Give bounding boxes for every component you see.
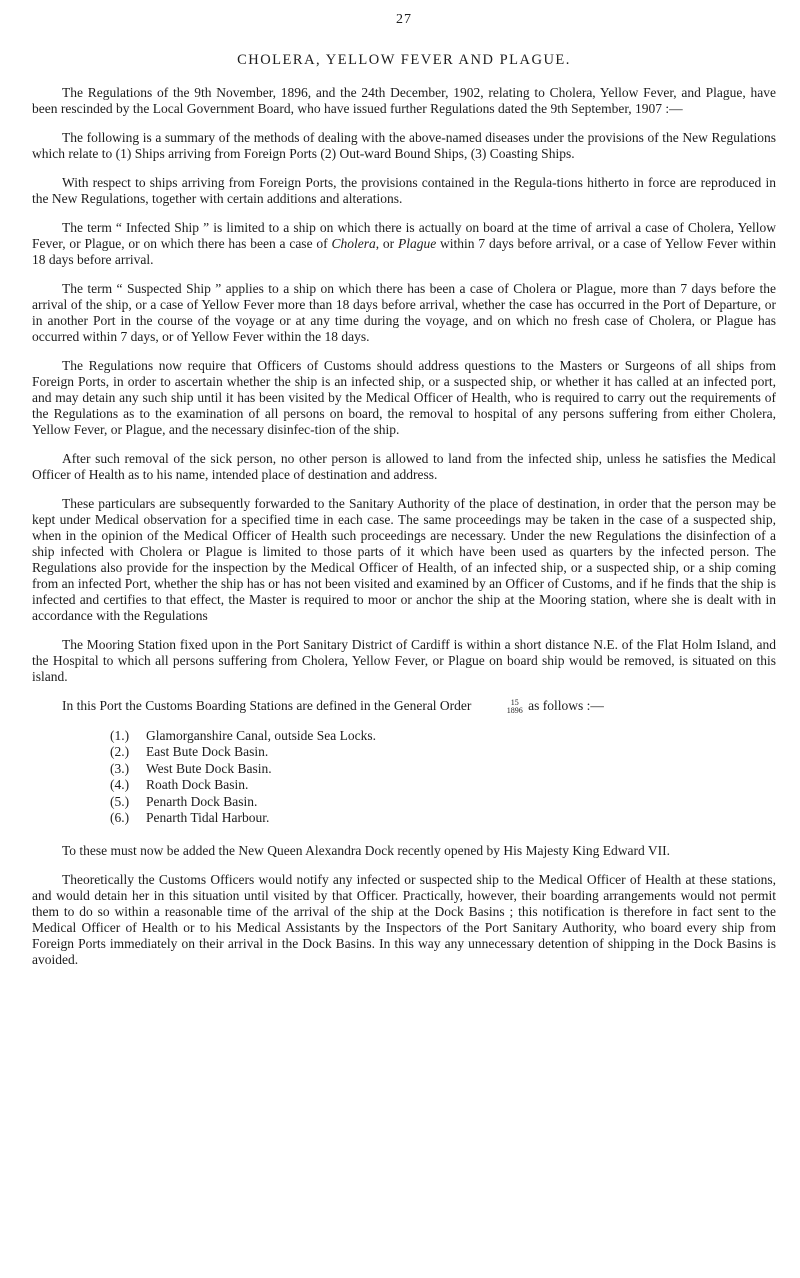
paragraph-foreign-ports: With respect to ships arriving from Foreign Ports, the provisions contained in the Regula-tions hitherto in force are reproduced in the New Regulations, together with certain additions and alterations.: [32, 175, 776, 206]
fraction-denominator: 1896: [506, 705, 523, 715]
list-item-label: West Bute Dock Basin.: [146, 760, 272, 776]
list-item: [110, 794, 776, 811]
list-item-label: Penarth Tidal Harbour.: [146, 810, 270, 826]
paragraph-infected-ship-definition: [32, 220, 776, 268]
paragraph-suspected-ship-definition: The term “ Suspected Ship ” applies to a ship on which there has been a case of Cholera or Plague, more than 7 days before the arrival of the ship, or a case of Yellow Fever more than 18 days before arrival, whether the case has occurred in the Port of Departure, or in another Port in the course of the voyage or at any time during the voyage, and on which no fresh case of Cholera, or Plague has occurred within 7 days, or of Yellow Fever within the 18 days.: [32, 281, 776, 344]
boarding-stations-list: [32, 728, 776, 827]
text-segment: as follows :—: [528, 698, 604, 713]
list-item-number: (4.): [110, 777, 130, 793]
list-item-number: (2.): [110, 744, 130, 760]
list-item: [110, 761, 776, 778]
list-item: [110, 744, 776, 761]
paragraph-particulars-forwarded: These particulars are subsequently forwarded to the Sanitary Authority of the place of destination, in order that the person may be kept under Medical observation for a specified time in each case. The same proceedings may be taken in the case of a suspected ship, when in the opinion of the Medical Officer of Health such proceedings are necessary. Under the new Regulations the disinfection of a ship infected with Cholera or Plague is limited to those parts of it which have been used as quarters by the infected person. The Regulations also provide for the inspection by the Medical Officer of Health, of an infected ship, or a suspected ship, or a ship coming from an infected Port, whether the ship has or has not been visited and examined by an Officer of Customs, and if he finds that the ship is infected and certifies to that effect, the Master is required to moor or anchor the ship at the Mooring station, where she is dealt with in accordance with the Regulations: [32, 496, 776, 623]
document-page: [32, 12, 776, 981]
text-segment: within 7 days before arrival, or a case of Yellow Fever within 18 days before arrival.: [32, 236, 776, 267]
list-item-number: (3.): [110, 760, 130, 776]
paragraph-removal-sick-person: After such removal of the sick person, no other person is allowed to land from the infected ship, unless he satisfies the Medical Officer of Health as to his name, intended place of destination and address.: [32, 451, 776, 482]
paragraph-customs-officers: The Regulations now require that Officers of Customs should address questions to the Masters or Surgeons of all ships from Foreign Ports, in order to ascertain whether the ship is an infected ship, or a suspected ship, or whether it has called at an infected port, and may detain any such ship until it has been visited by the Medical Officer of Health, who is required to carry out the requirements of the Regulations as to the examination of all persons on board, the removal to hospital of any persons suffering from either Cholera, Yellow Fever, or Plague, and the necessary disinfec-tion of the ship.: [32, 358, 776, 437]
italic-term-cholera: Cholera: [331, 236, 376, 251]
page-title: CHOLERA, YELLOW FEVER AND PLAGUE.: [237, 52, 571, 68]
text-segment: The term “ Infected Ship ” is limited to a ship on which there is actually on board at the time of arrival a case of Cholera, Yellow Fever, or Plague, or on which there has been a case of: [32, 220, 776, 251]
list-item: [110, 777, 776, 794]
list-item-label: Glamorganshire Canal, outside Sea Locks.: [146, 727, 376, 743]
list-item-number: (5.): [110, 793, 130, 809]
list-item-label: Roath Dock Basin.: [146, 777, 249, 793]
page-number: 27: [396, 12, 412, 27]
list-item: [110, 728, 776, 745]
list-item-number: (1.): [110, 727, 130, 743]
paragraph-queen-alexandra-dock: To these must now be added the New Queen Alexandra Dock recently opened by His Majesty King Edward VII.: [62, 842, 671, 858]
general-order-fraction: [477, 699, 523, 715]
list-item: [110, 810, 776, 827]
fraction-numerator: 15: [510, 697, 519, 707]
paragraph-mooring-station: The Mooring Station fixed upon in the Port Sanitary District of Cardiff is within a short distance N.E. of the Flat Holm Island, and the Hospital to which all persons suffering from Cholera, Yellow Fever, or Plague on board ship would be removed, is situated on this island.: [32, 637, 776, 684]
list-item-label: Penarth Dock Basin.: [146, 793, 258, 809]
list-item-number: (6.): [110, 810, 130, 826]
paragraph-summary-methods: The following is a summary of the methods of dealing with the above-named diseases under the provisions of the New Regulations which relate to (1) Ships arriving from Foreign Ports (2) Out-ward Bound Ships, (3) Coasting Ships.: [32, 130, 776, 161]
paragraph-notification-practice: Theoretically the Customs Officers would notify any infected or suspected ship to the Medical Officer of Health at these stations, and would detain her in this situation until visited by that Officer. Practically, however, their boarding arrangements would not permit them to do so within a reasonable time of the arrival of the ship at the Dock Basins ; this notification is therefore in fact sent to the Medical Officer of Health or to his Medical Assistants by the Inspectors of the Port Sanitary Authority, who board every ship from Foreign Ports immediately on their arrival in the Dock Basins. In this way any unnecessary detention of shipping in the Dock Basins is avoided.: [32, 871, 776, 967]
text-segment: , or: [375, 236, 398, 251]
list-item-label: East Bute Dock Basin.: [146, 744, 269, 760]
text-segment: In this Port the Customs Boarding Stations are defined in the General Order: [62, 698, 472, 713]
italic-term-plague: Plague: [397, 236, 437, 251]
paragraph-boarding-stations: [32, 698, 776, 715]
paragraph-regulations-rescinded: The Regulations of the 9th November, 1896, and the 24th December, 1902, relating to Cholera, Yellow Fever, and Plague, have been rescinded by the Local Government Board, who have issued further Regulations dated the 9th September, 1907 :—: [32, 85, 776, 116]
